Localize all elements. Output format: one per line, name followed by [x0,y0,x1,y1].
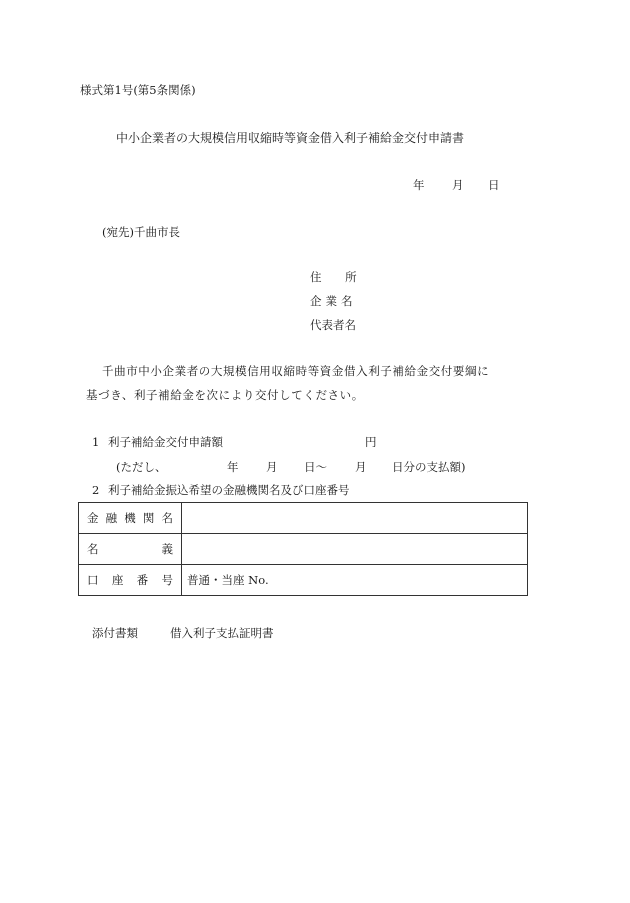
institution-value-cell[interactable] [182,503,528,534]
account-value: 普通・当座 No. [187,573,269,587]
date-year: 年 [413,178,425,192]
table-row [79,534,528,565]
date-day: 日 [488,178,500,192]
item-1-note-month-1: 月 [266,460,278,474]
item-1-note-month-2: 月 [355,460,367,474]
account-value-cell[interactable] [182,565,528,596]
account-label: 口 座 番 号 [87,573,173,587]
item-1-note-year: 年 [227,460,239,474]
date-month: 月 [452,178,464,192]
item-2-number: 2 [92,483,100,497]
body-line-1: 千曲市中小企業者の大規模信用収縮時等資金借入利子補給金交付要綱に [102,364,490,378]
attachment-label: 添付書類 [92,626,138,640]
bank-account-table [78,502,528,596]
body-line-2: 基づき、利子補給金を次により交付してください。 [86,388,364,402]
holder-label-cell [79,534,182,565]
item-1-number: 1 [92,435,100,449]
institution-label-cell [79,503,182,534]
holder-value-cell[interactable] [182,534,528,565]
institution-label: 金 融 機 関 名 [87,511,173,525]
item-2-label: 利子補給金振込希望の金融機関名及び口座番号 [108,483,350,497]
representative-label: 代表者名 [310,318,356,332]
account-label-cell [79,565,182,596]
item-1-label: 利子補給金交付申請額 [108,435,223,449]
attachment-value: 借入利子支払証明書 [170,626,274,640]
item-1-note-open: (ただし、 [116,460,167,474]
form-number: 様式第1号(第5条関係) [80,83,196,97]
table-row [79,503,528,534]
address-label: 住 所 [310,270,367,284]
addressee: (宛先)千曲市長 [102,225,180,239]
table-row [79,565,528,596]
item-1-note-day-from: 日～ [304,460,327,474]
document-title: 中小企業者の大規模信用収縮時等資金借入利子補給金交付申請書 [116,131,465,145]
holder-label: 名 義 [87,542,173,556]
item-1-unit: 円 [365,435,377,449]
company-label: 企業名 [310,294,357,308]
item-1-note-tail: 日分の支払額) [392,460,466,474]
